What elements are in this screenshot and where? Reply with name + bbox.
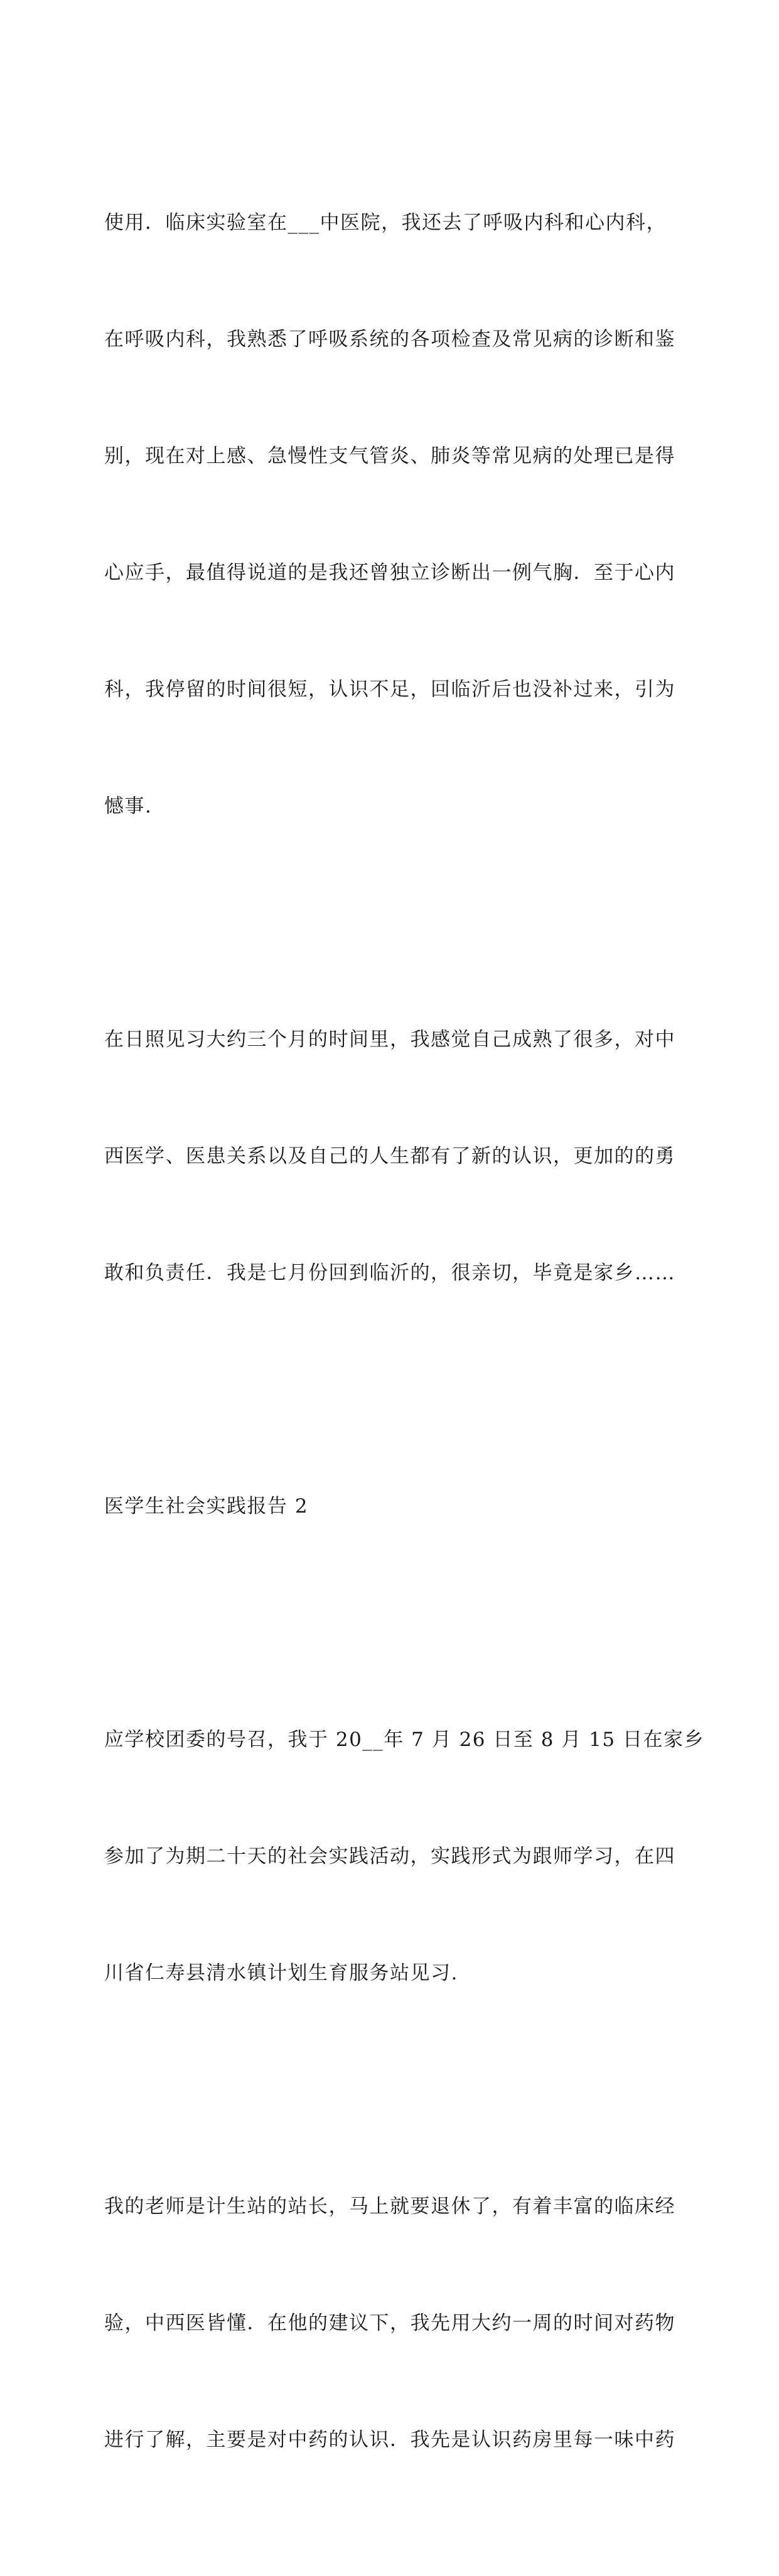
text-line: 在日照见习大约三个月的时间里，我感觉自己成熟了很多，对中 <box>104 1028 675 1051</box>
text-line: 参加了为期二十天的社会实践活动，实践形式为跟师学习，在四 <box>104 1845 675 1868</box>
text-line: 应学校团委的号召，我于 20__年 7 月 26 日至 8 月 15 日在家乡 <box>104 1728 704 1751</box>
paragraph-rizhao-internship <box>104 942 688 1370</box>
heading-text: 医学生社会实践报告 2 <box>104 1495 309 1518</box>
text-line: 心应手，最值得说道的是我还曾独立诊断出一例气胸．至于心内 <box>104 562 675 584</box>
text-line: 敢和负责任．我是七月份回到临沂的，很亲切，毕竟是家乡…… <box>104 1262 675 1284</box>
text-line: 验，中西医皆懂．在他的建议下，我先用大约一周的时间对药物 <box>104 2312 675 2334</box>
paragraph-social-practice <box>104 1642 704 2070</box>
text-line: 别，现在对上感、急慢性支气管炎、肺炎等常见病的处理已是得 <box>104 445 675 467</box>
text-line: 在呼吸内科，我熟悉了呼吸系统的各项检查及常见病的诊断和鉴 <box>104 328 675 351</box>
section-heading <box>104 1409 688 1604</box>
text-line: 科，我停留的时间很短，认识不足，回临沂后也没补过来，引为 <box>104 678 675 701</box>
text-line: 进行了解，主要是对中药的认识．我先是认识药房里每一味中药 <box>104 2429 675 2451</box>
paragraph-teacher <box>104 2109 688 2537</box>
text-line: 西医学、医患关系以及自己的人生都有了新的认识，更加的的勇 <box>104 1145 675 1168</box>
document-body <box>104 125 704 2576</box>
text-line: 我的老师是计生站的站长，马上就要退休了，有着丰富的临床经 <box>104 2195 675 2218</box>
text-line: 使用．临床实验室在___中医院，我还去了呼吸内科和心内科， <box>104 211 667 234</box>
text-line: 憾事. <box>104 795 153 817</box>
paragraph-clinical-lab <box>104 125 688 903</box>
text-line: 川省仁寿县清水镇计划生育服务站见习. <box>104 1962 458 1984</box>
